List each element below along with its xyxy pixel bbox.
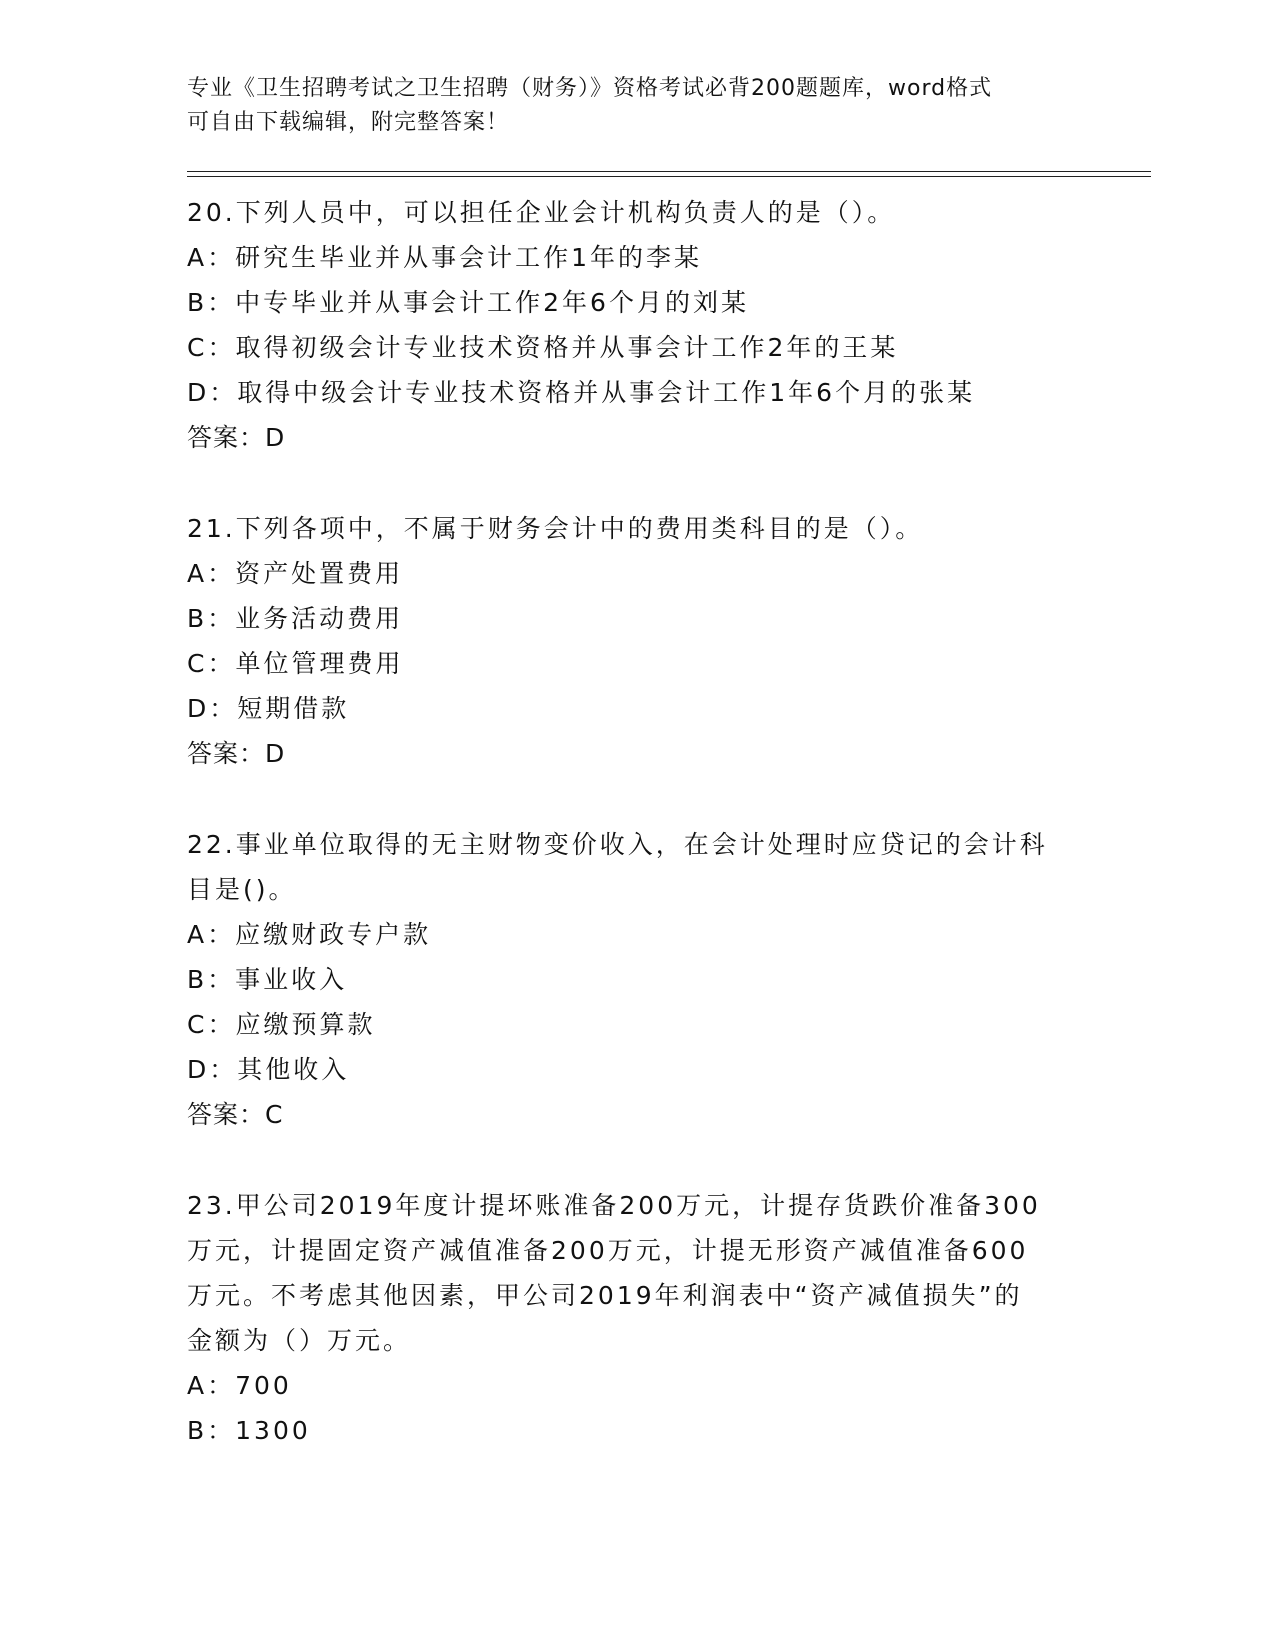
option-item: B：1300 (187, 1416, 311, 1445)
document-header (187, 72, 1087, 140)
question-text-line: 23.甲公司2019年度计提坏账准备200万元，计提存货跌价准备300 (187, 1191, 1041, 1220)
question-text-line: 金额为（）万元。 (187, 1326, 412, 1355)
option-item: A：700 (187, 1371, 292, 1400)
answer-label: 答案：C (187, 1100, 284, 1129)
answer-label: 答案：D (187, 423, 286, 452)
option-item: D：取得中级会计专业技术资格并从事会计工作1年6个月的张某 (187, 378, 976, 407)
question-text-line: 21.下列各项中，不属于财务会计中的费用类科目的是（）。 (187, 514, 924, 543)
question-block (187, 506, 1087, 776)
header-line-1: 专业《卫生招聘考试之卫生招聘（财务）》资格考试必背200题题库，word格式 (187, 76, 993, 101)
option-item: A：应缴财政专户款 (187, 920, 432, 949)
question-block (187, 822, 1087, 1137)
option-item: C：应缴预算款 (187, 1010, 376, 1039)
question-text-line: 万元，计提固定资产减值准备200万元，计提无形资产减值准备600 (187, 1236, 1029, 1265)
header-rule-bottom (187, 176, 1151, 177)
question-block (187, 1183, 1087, 1453)
option-item: B：业务活动费用 (187, 604, 404, 633)
option-item: B：中专毕业并从事会计工作2年6个月的刘某 (187, 288, 749, 317)
question-block (187, 190, 1087, 460)
option-item: D：其他收入 (187, 1055, 350, 1084)
option-item: A：研究生毕业并从事会计工作1年的李某 (187, 243, 703, 272)
option-item: D：短期借款 (187, 694, 350, 723)
question-text-line: 22.事业单位取得的无主财物变价收入，在会计处理时应贷记的会计科 (187, 830, 1048, 859)
question-list (187, 190, 1087, 1499)
header-line-2: 可自由下载编辑，附完整答案！ (187, 110, 510, 135)
option-item: C：单位管理费用 (187, 649, 404, 678)
header-rule-top (187, 171, 1151, 172)
option-item: C：取得初级会计专业技术资格并从事会计工作2年的王某 (187, 333, 899, 362)
question-text-line: 20.下列人员中，可以担任企业会计机构负责人的是（）。 (187, 198, 896, 227)
option-item: B：事业收入 (187, 965, 348, 994)
option-item: A：资产处置费用 (187, 559, 404, 588)
question-text-line: 万元。不考虑其他因素，甲公司2019年利润表中“资产减值损失”的 (187, 1281, 1023, 1310)
question-text-line: 目是()。 (187, 875, 297, 904)
answer-label: 答案：D (187, 739, 286, 768)
